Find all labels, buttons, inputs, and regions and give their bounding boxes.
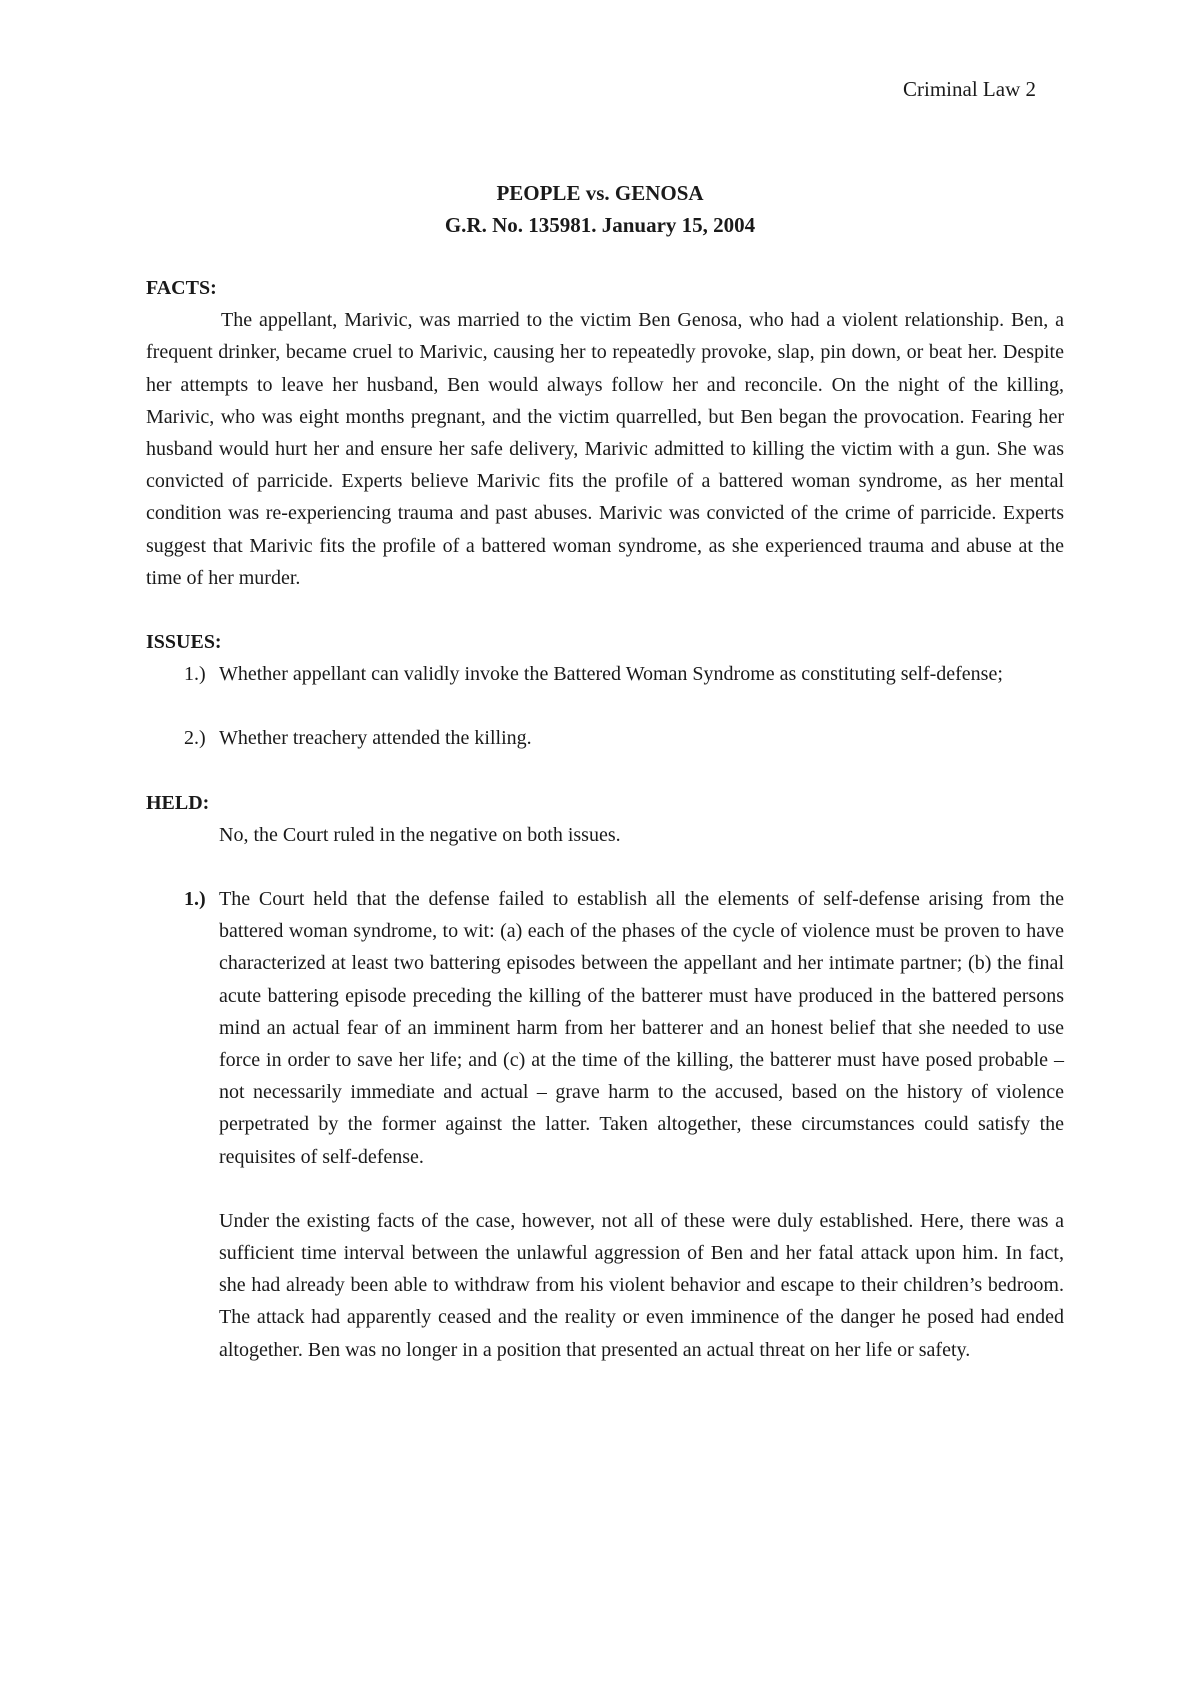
case-title-block: [0, 177, 1200, 241]
issue-number: 2.): [184, 727, 206, 750]
case-digest-body: [146, 272, 1064, 1366]
course-header: Criminal Law 2: [903, 77, 1036, 101]
issue-item-1: [146, 658, 1064, 690]
ruling-item-1: [146, 883, 1064, 1173]
ruling-text: The Court held that the defense failed to establish all the elements of self-defense arising from the battered woman syndrome, to wit: (a) each of the phases of the cycle of violence must be proven to have characterized at least two battering episodes between the appellant and her intimate partner; (b) the final acute battering episode preceding the killing of the batterer must have produced in the battered persons mind an actual fear of an imminent harm from her batterer and an honest belief that she needed to use force in order to save her life; and (c) at the time of the killing, the batterer must have posed probable – not necessarily immediate and actual – grave harm to the accused, based on the history of violence perpetrated by the former against the latter. Taken altogether, these circumstances could satisfy the requisites of self-defense.: [219, 888, 1064, 1168]
issue-item-2: [146, 722, 1064, 754]
issue-text: Whether appellant can validly invoke the Battered Woman Syndrome as constituting self-defense;: [219, 663, 1003, 686]
issue-text: Whether treachery attended the killing.: [219, 727, 532, 750]
ruling-continuation: Under the existing facts of the case, however, not all of these were duly established. Here, there was a sufficient time interval between the unlawful aggression of Ben and her fatal attack upon him. In fact, she had already been able to withdraw from his violent behavior and escape to their children’s bedroom. The attack had apparently ceased and the reality or even imminence of the danger he posed had ended altogether. Ben was no longer in a position that presented an actual threat on her life or safety.: [219, 1209, 1064, 1361]
issue-number: 1.): [184, 663, 206, 686]
case-citation: G.R. No. 135981. January 15, 2004: [444, 213, 756, 237]
held-heading: HELD:: [146, 791, 210, 814]
facts-heading: FACTS:: [146, 277, 217, 299]
held-summary: No, the Court ruled in the negative on both issues.: [219, 823, 621, 846]
ruling-number: 1.): [184, 888, 206, 911]
case-name: PEOPLE vs. GENOSA: [496, 181, 704, 205]
issues-heading: ISSUES:: [146, 631, 222, 654]
facts-paragraph: The appellant, Marivic, was married to the victim Ben Genosa, who had a violent relationship. Ben, a frequent drinker, became cruel to Marivic, causing her to repeatedly provoke, slap, pin down, or beat her. Despite her attempts to leave her husband, Ben would always follow her and reconcile. On the night of the killing, Marivic, who was eight months pregnant, and the victim quarrelled, but Ben began the provocation. Fearing her husband would hurt her and ensure her safe delivery, Marivic admitted to killing the victim with a gun. She was convicted of parricide. Experts believe Marivic fits the profile of a battered woman syndrome, as her mental condition was re-experiencing trauma and past abuses. Marivic was convicted of the crime of parricide. Experts suggest that Marivic fits the profile of a battered woman syndrome, as she experienced trauma and abuse at the time of her murder.: [146, 309, 1064, 589]
